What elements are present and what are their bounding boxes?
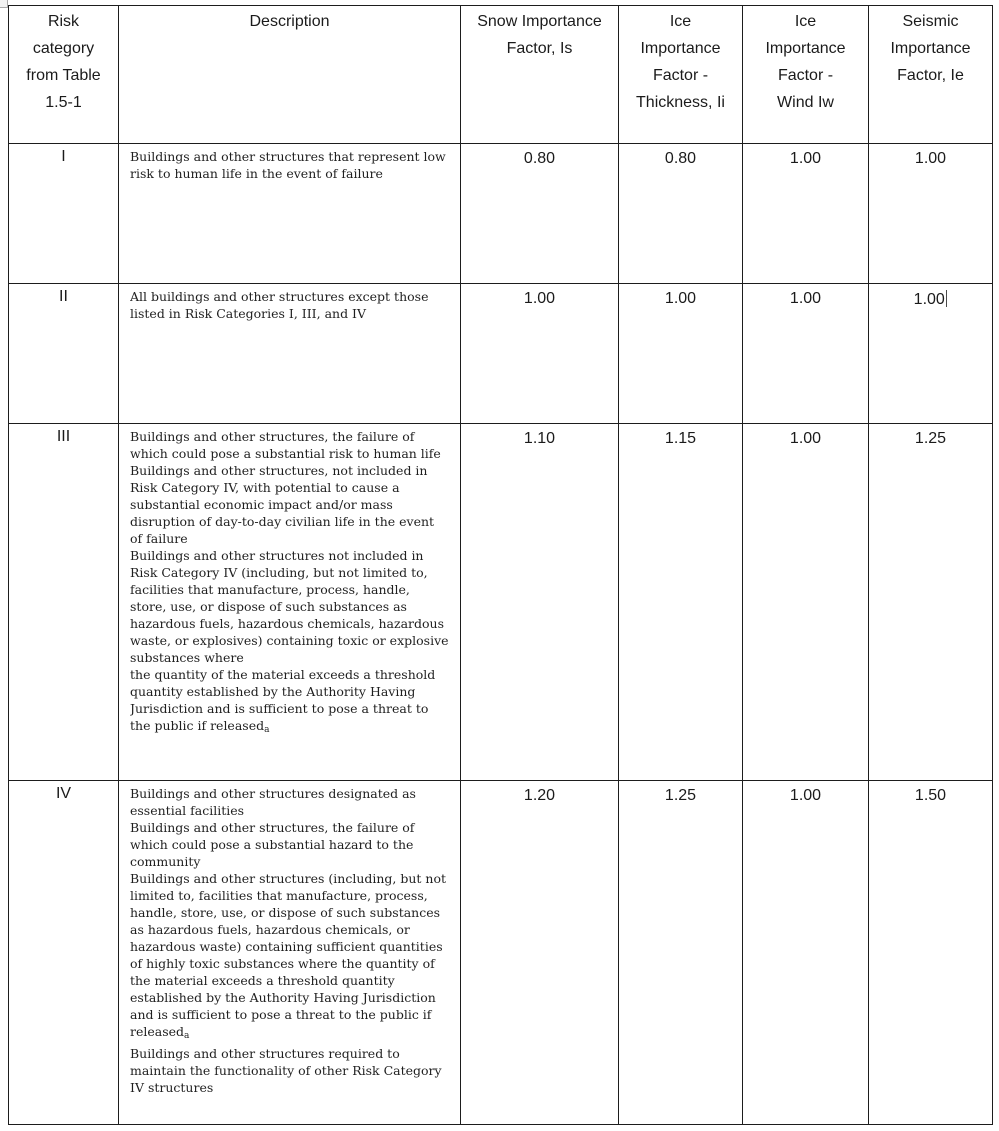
cell-description-iii[interactable]	[119, 424, 461, 781]
factor-value: 0.80	[664, 150, 697, 167]
factor-value: 1.00	[789, 787, 822, 804]
cell-snow-ii[interactable]	[461, 284, 619, 424]
header-ice-thickness-importance[interactable]: Ice Importance Factor - Thickness, Ii	[619, 6, 743, 144]
description-paragraph: All buildings and other structures except those listed in Risk Categories I, III, and IV	[130, 289, 429, 321]
cell-ice-wind-iv[interactable]	[743, 781, 869, 1125]
description-paragraph: Buildings and other structures, the failure of which could pose a substantial risk to human life	[130, 429, 441, 461]
text-cursor	[946, 290, 948, 307]
cell-category-ii[interactable]: II	[9, 284, 119, 424]
cell-category-i[interactable]: I	[9, 144, 119, 284]
table-row-category-ii	[9, 284, 993, 424]
footnote-marker: a	[264, 725, 270, 735]
factor-value: 1.25	[914, 430, 947, 447]
table-row-category-iii	[9, 424, 993, 781]
header-seismic-importance[interactable]: Seismic Importance Factor, Ie	[869, 6, 993, 144]
cell-description-i[interactable]	[119, 144, 461, 284]
description-paragraph: the quantity of the material exceeds a threshold quantity established by the Authority Having Jurisdiction and is sufficient to pose a threat to the public if released$_a$	[130, 667, 436, 735]
cell-seismic-ii[interactable]	[869, 284, 993, 424]
table-row-category-i	[9, 144, 993, 284]
header-ice-wind-importance[interactable]: Ice Importance Factor - Wind Iw	[743, 6, 869, 144]
cell-ice-thickness-i[interactable]	[619, 144, 743, 284]
factor-value: 1.00	[914, 150, 947, 167]
factor-value: 1.25	[664, 787, 697, 804]
cell-seismic-iv[interactable]	[869, 781, 993, 1125]
cell-description-ii[interactable]	[119, 284, 461, 424]
description-paragraph: Buildings and other structures required to maintain the functionality of other Risk Category IV structures	[130, 1046, 442, 1095]
header-row	[9, 6, 993, 144]
description-paragraph: Buildings and other structures, the failure of which could pose a substantial hazard to the community	[130, 820, 415, 869]
factor-value: 1.00	[789, 290, 822, 307]
factor-value: 1.00	[789, 430, 822, 447]
factor-value: 1.50	[914, 787, 947, 804]
description-paragraph: Buildings and other structures designated as essential facilities	[130, 786, 416, 818]
footnote-marker: a	[184, 1031, 190, 1041]
header-snow-importance[interactable]: Snow Importance Factor, Is	[461, 6, 619, 144]
cell-category-iv[interactable]: IV	[9, 781, 119, 1125]
cell-ice-wind-iii[interactable]	[743, 424, 869, 781]
factor-value: 1.10	[523, 430, 556, 447]
factor-value: 1.15	[664, 430, 697, 447]
cell-snow-i[interactable]	[461, 144, 619, 284]
cell-snow-iii[interactable]	[461, 424, 619, 781]
factor-value: 1.20	[523, 787, 556, 804]
cell-ice-thickness-iii[interactable]	[619, 424, 743, 781]
cell-ice-wind-ii[interactable]	[743, 284, 869, 424]
factor-value: 1.00	[664, 290, 697, 307]
cell-description-iv[interactable]	[119, 781, 461, 1125]
table-row-category-iv	[9, 781, 993, 1125]
cell-ice-wind-i[interactable]	[743, 144, 869, 284]
factor-value: 1.00	[523, 290, 556, 307]
cell-ice-thickness-ii[interactable]	[619, 284, 743, 424]
description-paragraph: Buildings and other structures, not included in Risk Category IV, with potential to cause a substantial economic impact and/or mass disruption of day-to-day civilian life in the event of failure	[130, 463, 435, 546]
importance-factors-table	[8, 5, 993, 1125]
cell-seismic-i[interactable]	[869, 144, 993, 284]
description-paragraph: Buildings and other structures that represent low risk to human life in the event of failure	[130, 149, 446, 181]
header-description[interactable]: Description	[119, 6, 461, 144]
factor-value: 1.00	[789, 150, 822, 167]
factor-value: 1.00	[913, 291, 945, 308]
cell-category-iii[interactable]: III	[9, 424, 119, 781]
cell-ice-thickness-iv[interactable]	[619, 781, 743, 1125]
cell-snow-iv[interactable]	[461, 781, 619, 1125]
description-paragraph: Buildings and other structures (including, but not limited to, facilities that manufacture, process, handle, store, use, or dispose of such substances as hazardous fuels, hazardous chemicals, or hazardous waste) containing sufficient quantities of highly toxic substances where the quantity of the material exceeds a threshold quantity established by the Authority Having Jurisdiction and is sufficient to pose a threat to the public if released$_a$	[130, 871, 447, 1041]
header-risk-category[interactable]: Risk category from Table 1.5-1	[9, 6, 119, 144]
description-paragraph: Buildings and other structures not included in Risk Category IV (including, but not limited to, facilities that manufacture, process, handle, store, use, or dispose of such substances as hazardous fuels, hazardous chemicals, hazardous waste, or explosives) containing toxic or explosive substances where	[130, 548, 449, 665]
table-move-handle[interactable]	[0, 0, 8, 8]
cell-seismic-iii[interactable]	[869, 424, 993, 781]
factor-value: 0.80	[523, 150, 556, 167]
